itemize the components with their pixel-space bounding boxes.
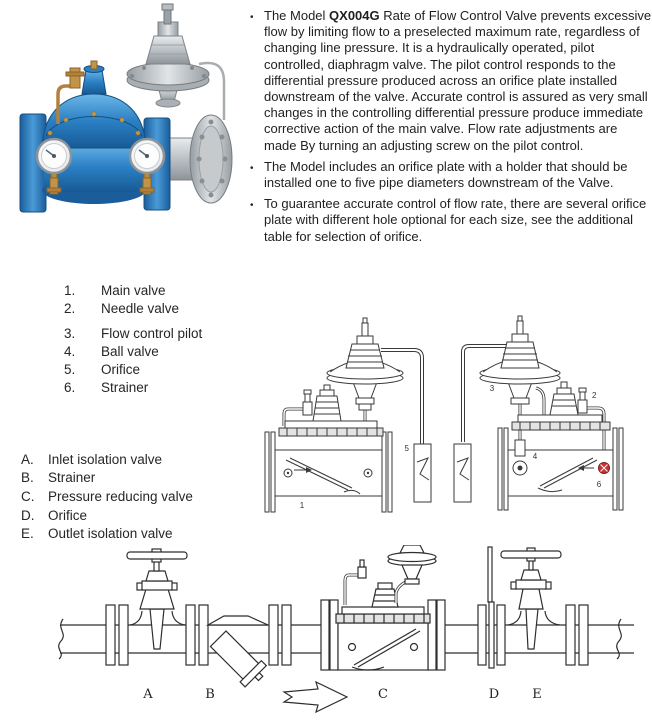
part-number: 1. — [64, 282, 76, 298]
orifice-holder — [454, 444, 471, 502]
item-label: Inlet isolation valve — [48, 451, 163, 467]
model-number: QX004G — [329, 8, 380, 23]
installation-list-row — [21, 506, 193, 525]
schematic-label-e: E — [532, 687, 542, 702]
part-label: Needle valve — [101, 300, 180, 316]
schematic-label-d: D — [488, 687, 500, 702]
control-valve-c — [321, 545, 445, 670]
gate-valve-a — [127, 549, 187, 649]
item-letter: B. — [21, 470, 34, 486]
bullet-icon: • — [250, 162, 254, 174]
part-label: Flow control pilot — [101, 325, 203, 341]
handwheel — [127, 552, 187, 559]
item-letter: C. — [21, 488, 35, 504]
diagram-label-main-valve: 1 — [299, 501, 305, 510]
part-number: 2. — [64, 300, 76, 316]
part-number: 3. — [64, 325, 76, 341]
schematic-label-c: C — [378, 687, 388, 702]
installation-list-row — [21, 524, 193, 543]
bullet-paragraph-3 — [250, 196, 652, 245]
needle-valve — [303, 390, 312, 415]
item-letter: D. — [21, 507, 35, 523]
diagram-label-strainer: 6 — [596, 480, 602, 489]
installation-list — [21, 450, 193, 543]
orifice-holder — [414, 444, 431, 502]
bullet-paragraph-2 — [250, 159, 652, 191]
bullet-icon: • — [250, 12, 254, 23]
bullet-icon: • — [250, 200, 254, 212]
installation-list-row — [21, 469, 193, 488]
needle-valve — [578, 388, 587, 413]
item-letter: A. — [21, 451, 34, 467]
diagram-left-main-valve — [265, 318, 431, 512]
part-number: 5. — [64, 361, 76, 377]
flow-control-pilot — [327, 318, 403, 410]
item-label: Orifice — [48, 507, 88, 523]
handwheel — [501, 551, 561, 558]
bullet-paragraph-1 — [250, 8, 652, 154]
part-label: Main valve — [101, 282, 166, 298]
diagram-label-pilot: 3 — [489, 384, 495, 393]
installation-schematic — [0, 545, 652, 724]
orifice-plate-d — [478, 547, 505, 668]
description-column — [250, 8, 652, 250]
item-label: Strainer — [48, 470, 96, 486]
paragraph-text: The Model QX004G Rate of Flow Control Valve prevents excessive flow by limiting flow to a preselected maximum rate, regardless of changing line pressure. It is a hydraulically operated, pilot controlled, diaphragm valve. The pilot control responds to the differential pressure produced across an orifice plate installed downstream of the valve. Accurate control is assured as very small changes in the controlling differential pressure produce immediate corrective action of the main valve. Flow rate adjustments are made By turning an adjusting screw on the pilot control. — [264, 8, 652, 153]
item-label: Pressure reducing valve — [48, 488, 193, 504]
parts-list-row — [64, 324, 202, 342]
part-label: Orifice — [101, 361, 141, 377]
strainer-marker — [599, 463, 610, 474]
parts-list-row — [64, 299, 202, 317]
bonnet-turret — [550, 382, 578, 415]
parts-list — [64, 281, 202, 397]
parts-list-row — [64, 378, 202, 396]
gate-valve-e — [501, 548, 561, 649]
parts-list-row — [64, 342, 202, 360]
installation-list-row — [21, 487, 193, 506]
diagram-label-ball-valve: 4 — [532, 452, 538, 461]
parts-list-row — [64, 360, 202, 378]
product-photo — [6, 2, 238, 274]
part-label: Strainer — [101, 380, 149, 396]
pilot-system-diagrams — [248, 310, 652, 522]
steel-spool — [170, 115, 232, 203]
item-label: Outlet isolation valve — [48, 526, 173, 542]
part-label: Ball valve — [101, 343, 159, 359]
flow-arrow — [284, 682, 347, 712]
item-letter: E. — [21, 526, 34, 542]
bonnet-turret — [313, 385, 341, 421]
paragraph-text: To guarantee accurate control of flow rate, there are several orifice plate with different hole optional for each size, see the additional table for selection of orifice. — [264, 196, 647, 244]
paragraph-text: The Model includes an orifice plate with a holder that should be installed one to five pipe diameters downstream of the Valve. — [264, 158, 628, 191]
part-number: 4. — [64, 343, 76, 359]
pilot-regulator — [127, 4, 209, 107]
part-number: 6. — [64, 380, 76, 396]
installation-list-row — [21, 450, 193, 469]
parts-list-row — [64, 281, 202, 299]
schematic-label-b: B — [205, 687, 215, 702]
diagram-right-main-valve — [454, 316, 623, 510]
schematic-label-a: A — [143, 687, 153, 702]
diagram-label-needle-valve: 2 — [592, 391, 597, 400]
diagram-label-orifice: 5 — [404, 444, 409, 453]
